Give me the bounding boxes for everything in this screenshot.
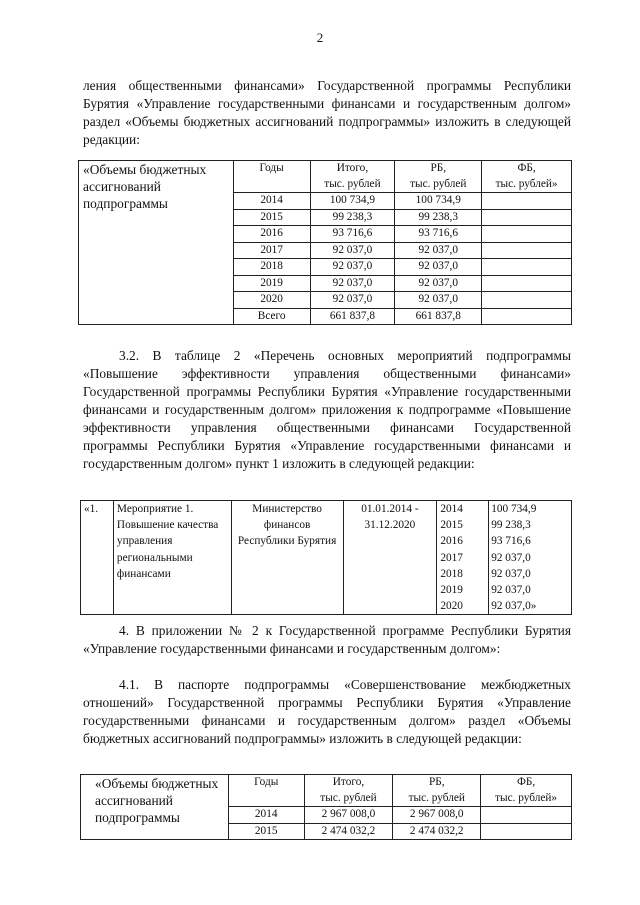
amount-cell: 92 037,0 (310, 275, 395, 292)
amount-cell: 92 037,0 (395, 292, 482, 309)
amount-cell (482, 193, 572, 210)
amount-cell (482, 209, 572, 226)
year-cell: 2015 (233, 209, 310, 226)
amount-cell: 92 037,0 (310, 292, 395, 309)
year-cell: 2015 (228, 823, 304, 840)
measure-event: Мероприятие 1. Повышение качества управления региональными финансами (113, 501, 231, 615)
amount-cell: 93 716,6 (310, 226, 395, 243)
column-header: ФБ, тыс. рублей» (481, 775, 572, 807)
amount-cell: 2 474 032,2 (304, 823, 393, 840)
column-header: РБ, тыс. рублей (393, 775, 481, 807)
year-cell: 2016 (233, 226, 310, 243)
measures-table (80, 500, 572, 615)
paragraph-4-1: 4.1. В паспорте подпрограммы «Совершенствование межбюджетных отношений» Государственной программы Республики Бурятия «Управление государственными финансами и государственным долгом» раздел «Объемы бюджетных ассигнований подпрограммы» изложить в следующей редакции: (83, 677, 571, 746)
amount-cell: 100 734,9 (310, 193, 395, 210)
amount-cell: 661 837,8 (310, 308, 395, 325)
budget-table-1 (78, 160, 572, 325)
column-header: Итого, тыс. рублей (304, 775, 393, 807)
amount-cell: 92 037,0 (310, 259, 395, 276)
column-header: Годы (233, 161, 310, 193)
amount-cell: 93 716,6 (395, 226, 482, 243)
amount-cell: 92 037,0 (395, 242, 482, 259)
amount-cell (482, 226, 572, 243)
year-cell: 2014 (233, 193, 310, 210)
amount-cell: 99 238,3 (310, 209, 395, 226)
amount-cell: 92 037,0 (395, 259, 482, 276)
amount-cell (482, 292, 572, 309)
measure-period: 01.01.2014 - 31.12.2020 (343, 501, 437, 615)
table-header-row (81, 775, 572, 807)
year-cell: 2018 (233, 259, 310, 276)
year-cell: Всего (233, 308, 310, 325)
column-header: Итого, тыс. рублей (310, 161, 395, 193)
paragraph-4: 4. В приложении № 2 к Государственной программе Республики Бурятия «Управление государственными финансами и государственным долгом»: (83, 623, 571, 656)
amount-cell: 100 734,9 (395, 193, 482, 210)
year-cell: 2017 (233, 242, 310, 259)
paragraph-intro: ления общественными финансами» Государственной программы Республики Бурятия «Управление государственными финансами и государственным долгом» раздел «Объемы бюджетных ассигнований подпрограммы» изложить в следующей редакции: (83, 78, 571, 147)
column-header: ФБ, тыс. рублей» (482, 161, 572, 193)
year-cell: 2019 (233, 275, 310, 292)
column-header: РБ, тыс. рублей (395, 161, 482, 193)
amount-cell: 99 238,3 (395, 209, 482, 226)
amount-cell (482, 259, 572, 276)
amount-cell (482, 308, 572, 325)
amount-cell: 2 474 032,2 (393, 823, 481, 840)
amount-cell: 92 037,0 (395, 275, 482, 292)
amount-cell: 92 037,0 (310, 242, 395, 259)
amount-cell: 2 967 008,0 (393, 807, 481, 824)
table-header-row (79, 161, 572, 193)
measure-amounts: 100 734,9 99 238,3 93 716,6 92 037,0 92 037,0 92 037,0 92 037,0» (489, 501, 572, 615)
table-label: «Объемы бюджетных ассигнований подпрограммы (81, 775, 229, 840)
measures-row (81, 501, 572, 615)
measure-years: 2014 2015 2016 2017 2018 2019 2020 (437, 501, 489, 615)
amount-cell (481, 807, 572, 824)
table-label: «Объемы бюджетных ассигнований подпрограммы (79, 161, 234, 325)
page-number: 2 (316, 30, 324, 45)
measure-executor: Министерство финансов Республики Бурятия (231, 501, 343, 615)
budget-table-2 (80, 774, 572, 840)
column-header: Годы (228, 775, 304, 807)
year-cell: 2020 (233, 292, 310, 309)
amount-cell (482, 275, 572, 292)
measure-number: «1. (81, 501, 114, 615)
amount-cell: 661 837,8 (395, 308, 482, 325)
amount-cell (482, 242, 572, 259)
paragraph-3-2: 3.2. В таблице 2 «Перечень основных мероприятий подпрограммы «Повышение эффективности управления общественными финансами» Государственной программы Республики Бурятия «Управление государственными финансами и государственным долгом» приложения к подпрограмме «Повышение эффективности управления общественными финансами Государственной программы Республики Бурятия «Управление государственными финансами и государственным долгом» пункт 1 изложить в следующей редакции: (83, 348, 571, 471)
amount-cell (481, 823, 572, 840)
amount-cell: 2 967 008,0 (304, 807, 393, 824)
year-cell: 2014 (228, 807, 304, 824)
